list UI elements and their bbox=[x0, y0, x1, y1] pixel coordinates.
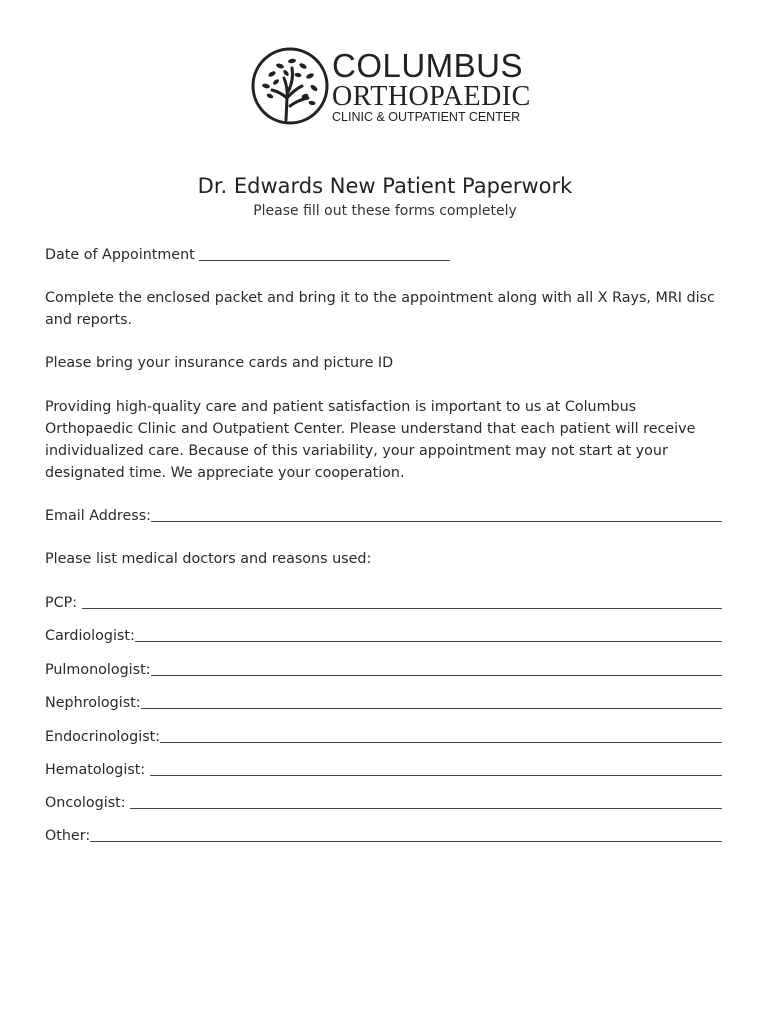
endocrinologist-field[interactable] bbox=[45, 726, 722, 748]
page-subtitle: Please fill out these forms completely bbox=[253, 203, 517, 219]
pcp-label: PCP: bbox=[45, 595, 82, 611]
pulmonologist-label: Pulmonologist: bbox=[45, 662, 151, 678]
other-doctor-label: Other: bbox=[45, 828, 91, 844]
doctors-intro: Please list medical doctors and reasons used: bbox=[45, 551, 372, 567]
pulmonologist-line[interactable] bbox=[151, 675, 722, 676]
other-doctor-line[interactable] bbox=[90, 841, 722, 842]
email-line[interactable] bbox=[151, 521, 722, 522]
pcp-field[interactable] bbox=[45, 592, 722, 614]
appointment-date-line[interactable] bbox=[199, 260, 450, 261]
nephrologist-field[interactable] bbox=[45, 692, 722, 714]
endocrinologist-label: Endocrinologist: bbox=[45, 729, 161, 745]
oncologist-field[interactable] bbox=[45, 792, 722, 814]
hematologist-field[interactable] bbox=[45, 759, 722, 781]
cardiologist-line[interactable] bbox=[135, 641, 722, 642]
other-doctor-field[interactable] bbox=[45, 825, 722, 847]
endocrinologist-line[interactable] bbox=[160, 742, 722, 743]
cardiologist-field[interactable] bbox=[45, 625, 722, 647]
appointment-date-field[interactable] bbox=[45, 244, 450, 266]
pcp-line[interactable] bbox=[82, 608, 722, 609]
email-label: Email Address: bbox=[45, 508, 151, 524]
logo-line-orthopaedic: ORTHOPAEDIC bbox=[332, 81, 531, 112]
nephrologist-label: Nephrologist: bbox=[45, 695, 141, 711]
oncologist-line[interactable] bbox=[130, 808, 722, 809]
hematologist-line[interactable] bbox=[150, 775, 722, 776]
pulmonologist-field[interactable] bbox=[45, 659, 722, 681]
page-title: Dr. Edwards New Patient Paperwork bbox=[197, 174, 573, 198]
cardiologist-label: Cardiologist: bbox=[45, 628, 135, 644]
tree-logo-icon bbox=[250, 46, 330, 126]
hematologist-label: Hematologist: bbox=[45, 762, 150, 778]
nephrologist-line[interactable] bbox=[141, 708, 722, 709]
care-paragraph: Providing high-quality care and patient satisfaction is important to us at Columbus Orthopaedic Clinic and Outpatient Center. Please understand that each patient will receive individualized care. Because of this variability, your appointment may not start at your designated time. We appreciate your cooperation. bbox=[45, 399, 696, 481]
clinic-logo bbox=[250, 46, 530, 130]
insurance-paragraph: Please bring your insurance cards and picture ID bbox=[45, 355, 394, 371]
oncologist-label: Oncologist: bbox=[45, 795, 131, 811]
email-field[interactable] bbox=[45, 505, 722, 527]
logo-line-columbus: COLUMBUS bbox=[332, 47, 524, 84]
appointment-date-label: Date of Appointment bbox=[45, 247, 200, 263]
logo-line-clinic: CLINIC & OUTPATIENT CENTER bbox=[332, 110, 521, 124]
packet-paragraph: Complete the enclosed packet and bring it to the appointment along with all X Rays, MRI disc and reports. bbox=[45, 290, 715, 328]
